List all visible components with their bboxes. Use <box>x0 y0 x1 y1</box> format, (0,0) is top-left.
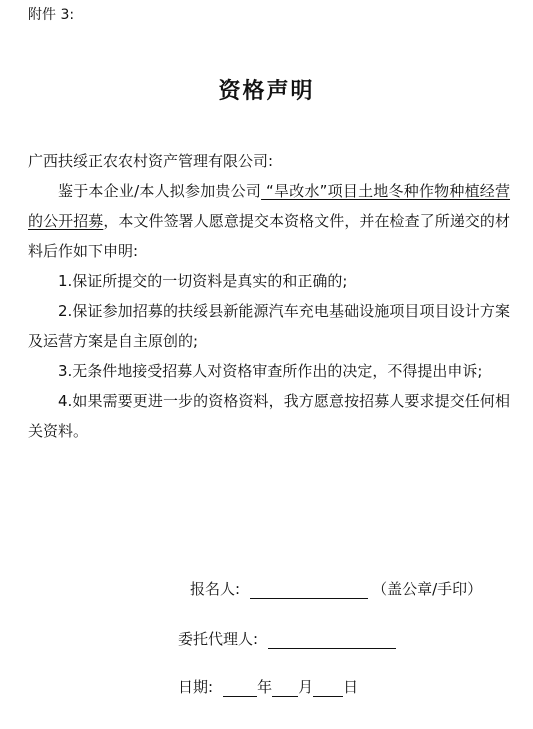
date-row <box>178 676 358 697</box>
month-label: 月 <box>298 678 314 696</box>
intro-after: ，本文件签署人愿意提交本资格文件，并在检查了所递交的材料后作如下申明: <box>28 212 510 260</box>
declaration-item-1: 1.保证所提交的一切资料是真实的和正确的; <box>58 272 348 290</box>
date-label: 日期: <box>178 678 214 696</box>
day-blank <box>313 680 343 697</box>
declaration-item-4: 4.如果需要更进一步的资格资料，我方愿意按招募人要求提交任何相关资料。 <box>28 392 510 440</box>
attachment-label: 附件 3: <box>28 7 75 23</box>
applicant-row <box>190 578 482 599</box>
intro-before: 鉴于本企业/本人拟参加贵公司 <box>58 182 262 200</box>
addressee: 广西扶绥正农农村资产管理有限公司: <box>28 152 274 170</box>
agent-row <box>178 628 396 649</box>
month-blank <box>272 680 298 697</box>
applicant-note: （盖公章/手印） <box>372 580 483 598</box>
intro-paragraph <box>28 176 510 266</box>
agent-blank <box>268 632 396 649</box>
day-label: 日 <box>343 678 359 696</box>
declaration-body <box>28 146 510 446</box>
declaration-item-3: 3.无条件地接受招募人对资格审查所作出的决定，不得提出申诉; <box>58 362 483 380</box>
declaration-item-2: 2.保证参加招募的扶绥县新能源汽车充电基础设施项目项目设计方案及运营方案是自主原创的; <box>28 302 510 350</box>
applicant-blank <box>250 582 368 599</box>
applicant-label: 报名人: <box>190 580 241 598</box>
year-label: 年 <box>257 678 273 696</box>
project-name: “旱改水”项目土地冬种作物种植经营的公开招募 <box>28 182 511 230</box>
page-title: 资格声明 <box>218 79 315 104</box>
year-blank <box>223 680 257 697</box>
agent-label: 委托代理人: <box>178 630 259 648</box>
